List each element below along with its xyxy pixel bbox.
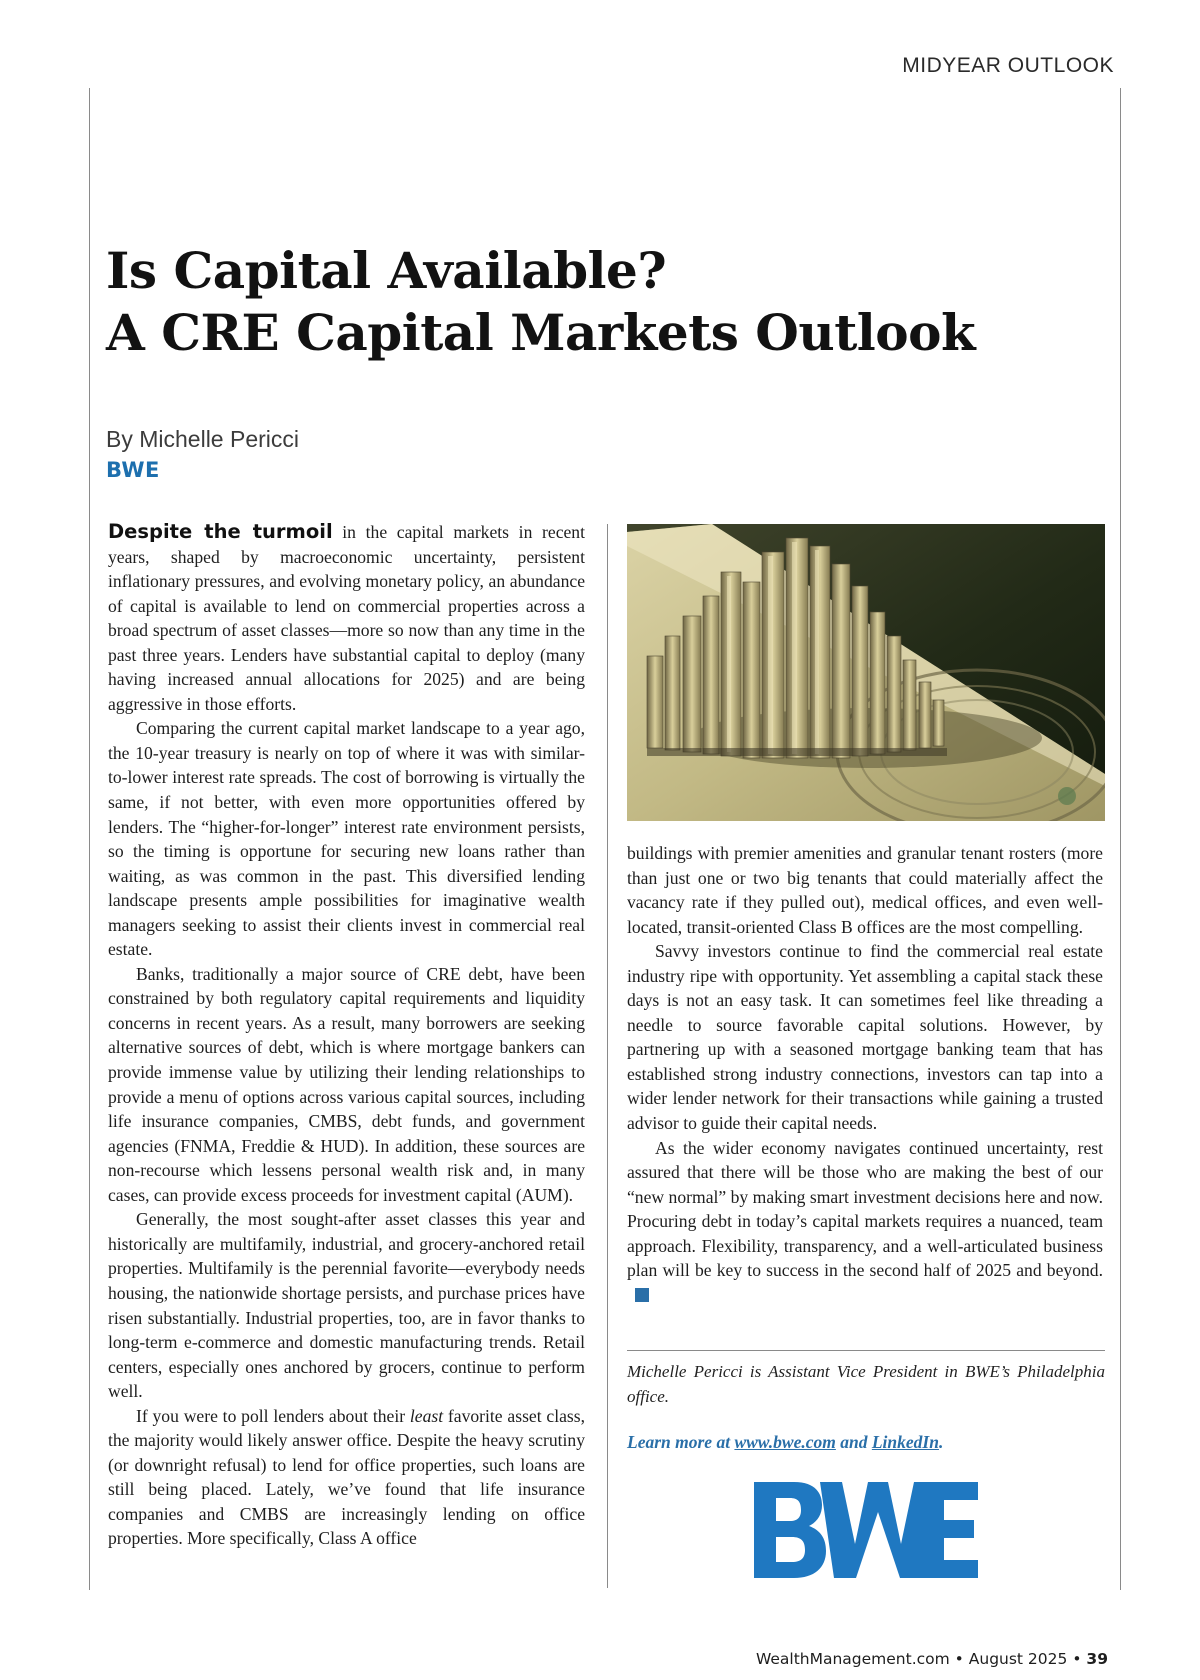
learn-more-prefix: Learn more at: [627, 1432, 735, 1452]
page-footer: [756, 1652, 1108, 1668]
paragraph-1: [108, 520, 585, 716]
paragraph-7-text: As the wider economy navigates continued uncertainty, rest assured that there will be those who are making the best of our “new normal” by making smart investment decisions here and now. Procuring debt in today’s capital markets requires a nuanced, team approach. Flexibility, transparency, and a well-articulated business plan will be key to success in the second half of 2025 and beyond.: [627, 1137, 1103, 1281]
paragraph-4: Generally, the most sought-after asset classes this year and historically are multifamily, industrial, and grocery-anchored retail properties. Multifamily is the perennial favorite—everybody needs housing, the nationwide shortage persists, and purchase prices have risen substantially. Industrial properties, too, are in favor thanks to long-term e-commerce and domestic manufacturing trends. Retail centers, especially ones anchored by grocers, continue to perform well.: [108, 1209, 585, 1402]
paragraph-5-text-a: If you were to poll lenders about their: [136, 1405, 410, 1426]
left-vertical-rule: [89, 88, 90, 1590]
cityscape-on-banknote-photo: [627, 524, 1105, 821]
column-divider: [607, 524, 608, 1588]
footer-separator-2: •: [1072, 1650, 1082, 1668]
learn-more-suffix: .: [938, 1432, 944, 1452]
page-title: [106, 240, 1106, 364]
paragraph-7: [627, 1136, 1103, 1308]
paragraph-5-continued: buildings with premier amenities and granular tenant rosters (more than just one or two big tenants that could materially affect the vacancy rate if they pulled out), medical offices, and even well-located, transit-oriented Class B offices are the most compelling.: [627, 843, 1103, 937]
title-line-1: Is Capital Available?: [106, 241, 667, 300]
footer-separator-1: •: [954, 1650, 964, 1668]
title-line-2: A CRE Capital Markets Outlook: [106, 303, 976, 362]
paragraph-5-emphasis: least: [409, 1405, 444, 1426]
paragraph-5: [108, 1404, 585, 1551]
footer-date: August 2025: [968, 1650, 1068, 1668]
page-number: 39: [1086, 1650, 1108, 1668]
lead-in: Despite the turmoil: [108, 520, 333, 543]
learn-more-line: [627, 1432, 1105, 1453]
paragraph-6: Savvy investors continue to find the commercial real estate industry ripe with opportunity. Yet assembling a capital stack these days is not an easy task. It can sometimes feel like threading a needle to source favorable capital solutions. However, by partnering up with a seasoned mortgage banking team that has established strong industry connections, investors can tap into a wider lender network for their transactions while gaining a trusted advisor to guide their capital needs.: [627, 941, 1103, 1134]
section-label: MIDYEAR OUTLOOK: [902, 54, 1114, 77]
paragraph-1-text: in the capital markets in recent years, shaped by macroeconomic uncertainty, persistent inflationary pressures, and evolving monetary policy, an abundance of capital is available to lend on commercial properties across a broad spectrum of asset classes—more so now than any time in the past three years. Lenders have substantial capital to deploy (many having increased annual allocations for 2025) and are being aggressive in those efforts.: [108, 522, 585, 714]
learn-more-and: and: [835, 1432, 872, 1452]
footer-site: WealthManagement.com: [755, 1650, 950, 1668]
article-column-right: [627, 841, 1103, 1307]
bwe-logo: [754, 1482, 978, 1578]
linkedin-link[interactable]: LinkedIn: [871, 1432, 939, 1452]
end-of-article-square-icon: [635, 1288, 649, 1302]
paragraph-3: Banks, traditionally a major source of CRE debt, have been constrained by both regulatory capital requirements and liquidity concerns in recent years. As a result, many borrowers are seeking alternative sources of debt, which is where mortgage bankers can provide immense value by utilizing their lending relationships to provide a menu of options across various capital sources, including life insurance companies, CMBS, debt funds, and government agencies (FNMA, Freddie & HUD). In addition, these sources are non-recourse which lessens personal wealth risk and, in many cases, can provide excess proceeds for investment capital (AUM).: [108, 963, 585, 1205]
paragraph-2: Comparing the current capital market landscape to a year ago, the 10-year treasury is nearly on top of where it was with similar-to-lower interest rate spreads. The cost of borrowing is virtually the same, if not better, with even more opportunities offered by lenders. The “higher-for-longer” interest rate environment persists, so the timing is opportune for securing new loans rather than waiting, as was common in the past. This diversified lending landscape presents ample possibilities for imaginative wealth managers seeking to assist their clients invest in commercial real estate.: [108, 718, 585, 960]
author-box-divider: [627, 1350, 1105, 1351]
author-bio: Michelle Pericci is Assistant Vice President in BWE’s Philadelphia office.: [627, 1362, 1105, 1406]
byline-org: BWE: [106, 458, 160, 482]
byline: By Michelle Pericci: [106, 426, 299, 452]
bwe-website-link[interactable]: www.bwe.com: [734, 1432, 836, 1452]
article-column-left: [108, 520, 585, 1551]
paragraph-5-text-b: favorite asset class, the majority would likely answer office. Despite the heavy scrutiny (or downright refusal) to lend for office properties, such loans are still being placed. Lately, we’ve found that life insurance companies and CMBS are increasingly lending on office properties. More specifically, Class A office: [108, 1405, 586, 1549]
right-vertical-rule: [1120, 88, 1121, 1590]
